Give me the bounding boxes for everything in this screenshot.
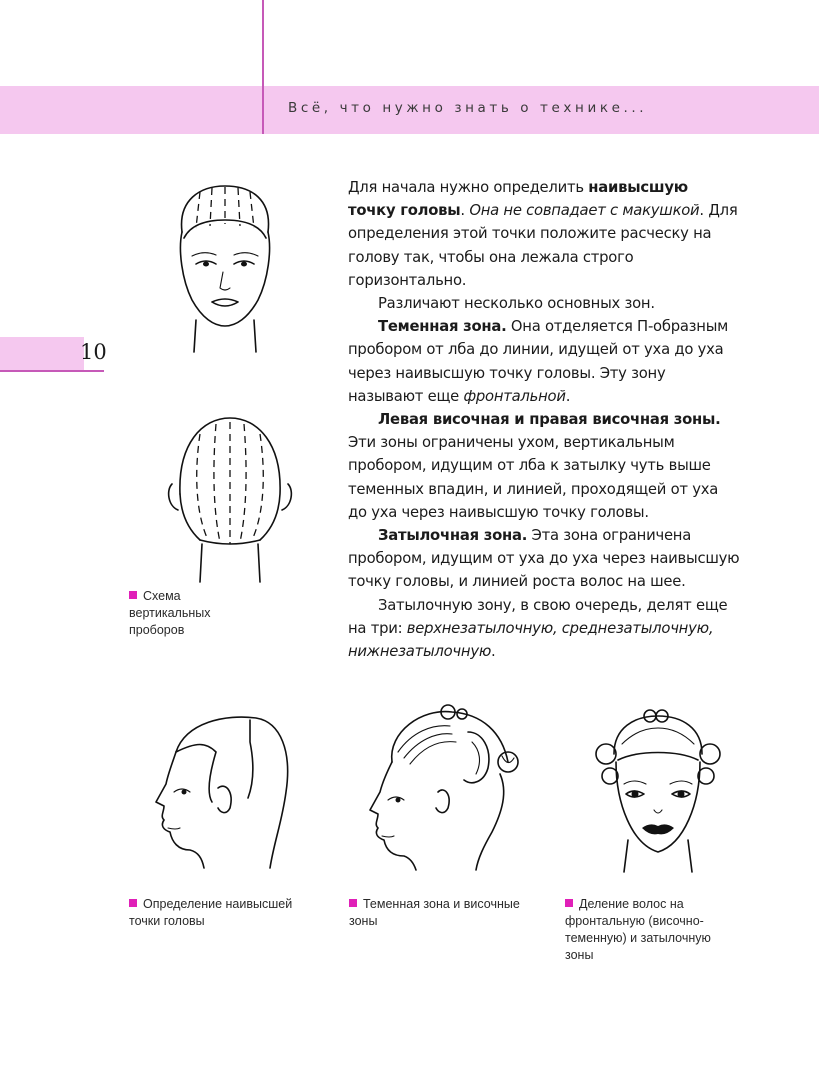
caption-bullet [565,899,573,907]
page-number: 10 [80,340,107,364]
page-number-tab [0,337,84,370]
pinned-front-illustration [588,704,728,874]
back-head-illustration [160,414,300,584]
caption-parietal-temporal: Теменная зона и височные зоны [349,897,520,928]
header-divider [262,0,264,134]
paragraph-zones-intro: Различают несколько основных зон. [378,295,655,313]
running-header: Всё, что нужно знать о технике... [288,100,648,116]
caption-hair-division: Деление волос на фронтальную (височно-теменную) и затылочную зоны [565,897,711,962]
pinned-profile-illustration [352,702,532,872]
body-text [348,176,740,663]
caption-bullet [349,899,357,907]
caption-vertical-partings: Схема вертикальных проборов [129,589,211,637]
caption-highest-point: Определение наивысшей точки головы [129,897,293,928]
caption-bullet [129,899,137,907]
profile-head-illustration [146,712,296,872]
page-number-rule [0,370,104,372]
paragraph-parietal-zone: Теменная зона. Она отделяется П-образным пробором от лба до линии, идущей от уха до уха через наивысшую точку головы. Эту зону называют еще фронтальной. [348,318,729,405]
front-face-illustration [160,180,290,355]
paragraph-highest-point: Для начала нужно определить наивысшую точку головы. Она не совпадает с макушкой. Для определения этой точки положите расческу на голову так, чтобы она лежала строго горизонтально. [348,179,738,289]
caption-bullet [129,591,137,599]
paragraph-temporal-zones: Левая височная и правая височная зоны. Эти зоны ограничены ухом, вертикальным пробором, идущим от лба к затылку чуть выше теменных впадин, и линией, проходящей от уха до уха через наивысшую точку головы. [348,411,721,521]
paragraph-occipital-subzones: Затылочную зону, в свою очередь, делят еще на три: верхнезатылочную, среднезатылочную, нижнезатылочную. [348,596,728,661]
paragraph-occipital-zone: Затылочная зона. Эта зона ограничена пробором, идущим от уха до уха через наивысшую точку головы, и линией роста волос на шее. [348,527,740,591]
